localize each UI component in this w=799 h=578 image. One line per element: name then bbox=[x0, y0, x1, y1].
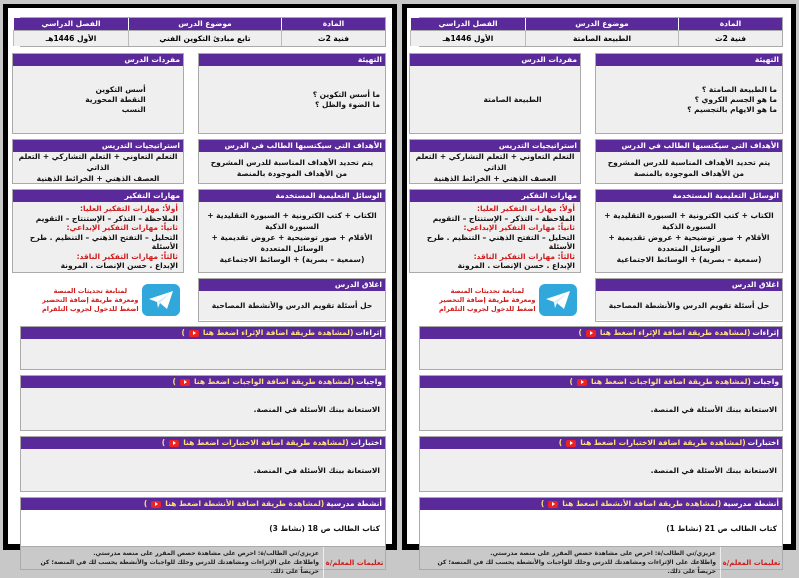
enrichment-video-link[interactable]: (لمشاهدة طريقة اضافة الإثراء اضغط هنا bbox=[599, 328, 751, 337]
tools-line: الأقلام + صور توضيحية + عروض تقديمية + الوسائل المتعددة bbox=[211, 232, 373, 253]
tools-line: (سمعية – بصرية) + الوسائط الاجتماعية bbox=[219, 254, 365, 264]
strategies-header: استراتيجيات التدريس bbox=[13, 140, 183, 152]
tools-line: الكتاب + كتب الكترونية + السبورة التقليدية + السبورة الذكية bbox=[604, 210, 774, 231]
warmup-content bbox=[596, 66, 782, 133]
link-paren: ) bbox=[172, 377, 176, 386]
enrichment-section bbox=[20, 326, 386, 370]
enrichment-header bbox=[420, 327, 782, 339]
goals-header: الأهداف التي سيكتسبها الطالب في الدرس bbox=[596, 140, 782, 152]
lesson-info-table bbox=[20, 17, 386, 47]
skills-line: التحليل – التفتح الذهني – التنظيم . طرح الأسئلة bbox=[426, 232, 575, 251]
homework-header bbox=[21, 376, 385, 388]
thinking-skills-header: مهارات التفكير bbox=[410, 190, 580, 202]
tools-content bbox=[199, 202, 385, 272]
warmup-section bbox=[198, 53, 386, 134]
lesson-topic-value: الطبيعة الصامتة bbox=[525, 30, 678, 46]
youtube-icon[interactable] bbox=[586, 330, 596, 337]
link-paren: ) bbox=[181, 328, 185, 337]
vocab-item: النقطة المحورية bbox=[85, 94, 146, 104]
tests-content: الاستعانة ببنك الأسئلة في المنصة. bbox=[21, 449, 385, 491]
vocab-section bbox=[409, 53, 581, 134]
skills-line: التحليل – التفتح الذهني – التنظيم . طرح الأسئلة bbox=[29, 232, 178, 251]
link-paren: ) bbox=[161, 438, 166, 447]
tools-section bbox=[198, 189, 386, 273]
thinking-skills-header: مهارات التفكير bbox=[13, 190, 183, 202]
warmup-question: ما الطبيعة الصامتة ؟ bbox=[701, 84, 777, 94]
closing-section bbox=[595, 278, 783, 322]
strategies-line: التعلم التعاوني + التعلم التشاركي + التعلم الذاتي bbox=[18, 152, 178, 172]
lesson-topic-header: موضوع الدرس bbox=[128, 18, 281, 30]
subject-header: المادة bbox=[678, 18, 782, 30]
warmup-header: التهيئة bbox=[199, 54, 385, 66]
tests-video-link[interactable]: (لمشاهدة طريقة اضافة الاختبارات اضغط هنا bbox=[183, 438, 349, 447]
strategies-line: العصف الذهني + الخرائط الذهنية bbox=[36, 174, 160, 183]
goals-section bbox=[595, 139, 783, 184]
tools-line: الكتاب + كتب الكترونية + السبورة التقليدية + السبورة الذكية bbox=[207, 210, 377, 231]
thinking-skills-section bbox=[12, 189, 184, 273]
skills-heading: ثالثاً: مهارات التفكير الناقد: bbox=[473, 251, 575, 261]
goals-content: يتم تحديد الأهداف المناسبة للدرس المشروح من الأهداف الموجودة بالمنصة bbox=[596, 152, 782, 183]
strategies-content bbox=[13, 152, 183, 183]
promo-line: ومعرفة طريقة إضافة التحضير bbox=[439, 295, 536, 304]
tools-content bbox=[596, 202, 782, 272]
homework-title: واجبات bbox=[752, 377, 779, 386]
skills-heading: أولاً: مهارات التفكير العليا: bbox=[80, 204, 178, 213]
youtube-icon[interactable] bbox=[151, 501, 161, 508]
closing-header: اغلاق الدرس bbox=[596, 279, 782, 291]
youtube-icon[interactable] bbox=[169, 440, 179, 447]
telegram-promo-text[interactable] bbox=[439, 287, 536, 314]
activities-video-link[interactable]: (لمشاهدة طريقة اضافة الأنشطة اضغط هنا bbox=[165, 499, 325, 508]
telegram-promo[interactable] bbox=[409, 278, 581, 322]
link-paren: ) bbox=[569, 377, 573, 386]
teacher-notes bbox=[20, 546, 386, 575]
activities-content: كتاب الطالب ص 18 (نشاط 3) bbox=[21, 510, 385, 546]
homework-header bbox=[420, 376, 782, 388]
telegram-promo[interactable] bbox=[12, 278, 184, 322]
lesson-plan-page-left bbox=[3, 4, 397, 575]
warmup-question: ما الضوء والظل ؟ bbox=[314, 99, 380, 109]
enrichment-content bbox=[420, 339, 782, 369]
thinking-skills-section bbox=[409, 189, 581, 273]
tests-title: اختبارات bbox=[747, 438, 779, 447]
homework-section bbox=[20, 375, 386, 431]
vocab-item: الطبيعة الصامتة bbox=[483, 94, 542, 104]
skills-line: الإبداع . حسن الإنصات . المرونة bbox=[457, 261, 575, 270]
closing-section bbox=[198, 278, 386, 322]
vocab-header: مفردات الدرس bbox=[13, 54, 183, 66]
enrichment-title: إثراءات bbox=[355, 328, 382, 337]
closing-content: حل أسئلة تقويم الدرس والأنشطة المصاحبة bbox=[199, 291, 385, 320]
vocab-item: أسس التكوين bbox=[95, 84, 146, 94]
tests-section bbox=[419, 436, 783, 492]
tests-header bbox=[420, 437, 782, 449]
subject-value: فنية 2ث bbox=[678, 30, 782, 46]
semester-header: الفصل الدراسي bbox=[13, 18, 128, 30]
semester-value: الأول 1446هـ bbox=[410, 30, 525, 46]
closing-header: اغلاق الدرس bbox=[199, 279, 385, 291]
skills-heading: ثالثاً: مهارات التفكير الناقد: bbox=[76, 251, 178, 261]
homework-content: الاستعانة ببنك الأسئلة في المنصة. bbox=[420, 388, 782, 430]
thinking-skills-content bbox=[13, 202, 183, 272]
warmup-question: ما هو الايهام بالتجسيم ؟ bbox=[687, 104, 777, 114]
homework-video-link[interactable]: (لمشاهدة طريقة اضافة الواجبات اضغط هنا bbox=[193, 377, 354, 386]
notes-line: عزيزي/تي الطالب/ة: احرص على مشاهدة حصص المقرر على منصة مدرستي. bbox=[490, 550, 716, 557]
skills-heading: ثانياً: مهارات التفكير الإبداعي: bbox=[463, 223, 575, 232]
link-paren: ) bbox=[540, 499, 545, 508]
teacher-notes-label: تعليمات المعلم/ة bbox=[720, 547, 782, 578]
skills-heading: أولاً: مهارات التفكير العليا: bbox=[477, 204, 575, 213]
skills-line: الملاحظة – التذكر – الإستنتاج – التقويم bbox=[35, 213, 178, 223]
promo-line: لمتابعة تحديثات المنصة bbox=[450, 286, 525, 295]
skills-line: الإبداع . حسن الإنصات . المرونة bbox=[60, 261, 178, 270]
strategies-header: استراتيجيات التدريس bbox=[410, 140, 580, 152]
enrichment-section bbox=[419, 326, 783, 370]
promo-line: اضغط للدخول لجروب التلقرام bbox=[42, 304, 139, 313]
warmup-content bbox=[199, 66, 385, 133]
warmup-section bbox=[595, 53, 783, 134]
activities-header bbox=[420, 498, 782, 510]
link-paren: ) bbox=[143, 499, 148, 508]
telegram-icon[interactable] bbox=[539, 284, 577, 316]
teacher-notes-text bbox=[420, 547, 720, 578]
teacher-notes-label: تعليمات المعلم/ة bbox=[323, 547, 385, 578]
tools-line: الأقلام + صور توضيحية + عروض تقديمية + الوسائل المتعددة bbox=[608, 232, 770, 253]
homework-content: الاستعانة ببنك الأسئلة في المنصة. bbox=[21, 388, 385, 430]
activities-title: أنشطة مدرسية bbox=[326, 499, 382, 508]
strategies-line: العصف الذهني + الخرائط الذهنية bbox=[433, 174, 557, 183]
youtube-icon[interactable] bbox=[566, 440, 576, 447]
lesson-topic-header: موضوع الدرس bbox=[525, 18, 678, 30]
lesson-topic-value: تابع مبادئ التكوين الفني bbox=[128, 30, 281, 46]
vocab-section bbox=[12, 53, 184, 134]
vocab-item: النسب bbox=[121, 104, 146, 114]
homework-section bbox=[419, 375, 783, 431]
tools-header: الوسائل التعليمية المستخدمة bbox=[199, 190, 385, 202]
strategies-content bbox=[410, 152, 580, 183]
subject-value: فنية 2ث bbox=[281, 30, 385, 46]
telegram-icon[interactable] bbox=[142, 284, 180, 316]
enrichment-content bbox=[21, 339, 385, 369]
semester-value: الأول 1446هـ bbox=[13, 30, 128, 46]
subject-header: المادة bbox=[281, 18, 385, 30]
skills-heading: ثانياً: مهارات التفكير الإبداعي: bbox=[66, 223, 178, 232]
skills-line: الملاحظة – التذكر – الإستنتاج – التقويم bbox=[432, 213, 575, 223]
activities-section bbox=[419, 497, 783, 546]
link-paren: ) bbox=[578, 328, 582, 337]
closing-content: حل أسئلة تقويم الدرس والأنشطة المصاحبة bbox=[596, 291, 782, 320]
strategies-line: التعلم التعاوني + التعلم التشاركي + التعلم الذاتي bbox=[415, 152, 575, 172]
youtube-icon[interactable] bbox=[548, 501, 558, 508]
tests-header bbox=[21, 437, 385, 449]
activities-title: أنشطة مدرسية bbox=[723, 499, 779, 508]
enrichment-title: إثراءات bbox=[752, 328, 779, 337]
goals-content: يتم تحديد الأهداف المناسبة للدرس المشروح من الأهداف الموجودة بالمنصة bbox=[199, 152, 385, 183]
vocab-content bbox=[13, 66, 183, 133]
telegram-promo-text[interactable] bbox=[42, 287, 139, 314]
teacher-notes bbox=[419, 546, 783, 575]
notes-line: واطلاعك على الإثراءات ومشاهدتك للدرس وحلك للواجبات والأنشطة يحسب لك في المنصة؛ كن حريصاً على ذلك. bbox=[437, 559, 716, 575]
youtube-icon[interactable] bbox=[180, 379, 190, 386]
vocab-content bbox=[410, 66, 580, 133]
enrichment-header bbox=[21, 327, 385, 339]
notes-line: عزيزي/تي الطالب/ة: احرص على مشاهدة حصص المقرر على منصة مدرستي. bbox=[93, 550, 319, 557]
vocab-header: مفردات الدرس bbox=[410, 54, 580, 66]
enrichment-video-link[interactable]: (لمشاهدة طريقة اضافة الإثراء اضغط هنا bbox=[202, 328, 354, 337]
teacher-notes-text bbox=[21, 547, 323, 578]
warmup-question: ما أسس التكوين ؟ bbox=[312, 89, 380, 99]
youtube-icon[interactable] bbox=[189, 330, 199, 337]
tools-line: (سمعية – بصرية) + الوسائط الاجتماعية bbox=[616, 254, 762, 264]
homework-title: واجبات bbox=[355, 377, 382, 386]
promo-line: ومعرفة طريقة إضافة التحضير bbox=[42, 295, 139, 304]
promo-line: لمتابعة تحديثات المنصة bbox=[53, 286, 128, 295]
lesson-info-table bbox=[419, 17, 783, 47]
strategies-section bbox=[409, 139, 581, 184]
promo-line: اضغط للدخول لجروب التلقرام bbox=[439, 304, 536, 313]
tests-section bbox=[20, 436, 386, 492]
link-paren: ) bbox=[558, 438, 563, 447]
strategies-section bbox=[12, 139, 184, 184]
tools-header: الوسائل التعليمية المستخدمة bbox=[596, 190, 782, 202]
activities-section bbox=[20, 497, 386, 546]
tools-section bbox=[595, 189, 783, 273]
goals-section bbox=[198, 139, 386, 184]
goals-header: الأهداف التي سيكتسبها الطالب في الدرس bbox=[199, 140, 385, 152]
activities-video-link[interactable]: (لمشاهدة طريقة اضافة الأنشطة اضغط هنا bbox=[562, 499, 722, 508]
warmup-question: ما هو الجسم الكروي ؟ bbox=[694, 94, 777, 104]
tests-title: اختبارات bbox=[350, 438, 382, 447]
youtube-icon[interactable] bbox=[577, 379, 587, 386]
lesson-plan-page-right bbox=[402, 4, 796, 575]
thinking-skills-content bbox=[410, 202, 580, 272]
tests-content: الاستعانة ببنك الأسئلة في المنصة. bbox=[420, 449, 782, 491]
homework-video-link[interactable]: (لمشاهدة طريقة اضافة الواجبات اضغط هنا bbox=[590, 377, 751, 386]
notes-line: واطلاعك على الإثراءات ومشاهدتك للدرس وحلك للواجبات والأنشطة يحسب لك في المنصة؛ كن حريصاً على ذلك. bbox=[40, 559, 319, 575]
tests-video-link[interactable]: (لمشاهدة طريقة اضافة الاختبارات اضغط هنا bbox=[580, 438, 746, 447]
activities-header bbox=[21, 498, 385, 510]
warmup-header: التهيئة bbox=[596, 54, 782, 66]
semester-header: الفصل الدراسي bbox=[410, 18, 525, 30]
activities-content: كتاب الطالب ص 21 (نشاط 1) bbox=[420, 510, 782, 546]
